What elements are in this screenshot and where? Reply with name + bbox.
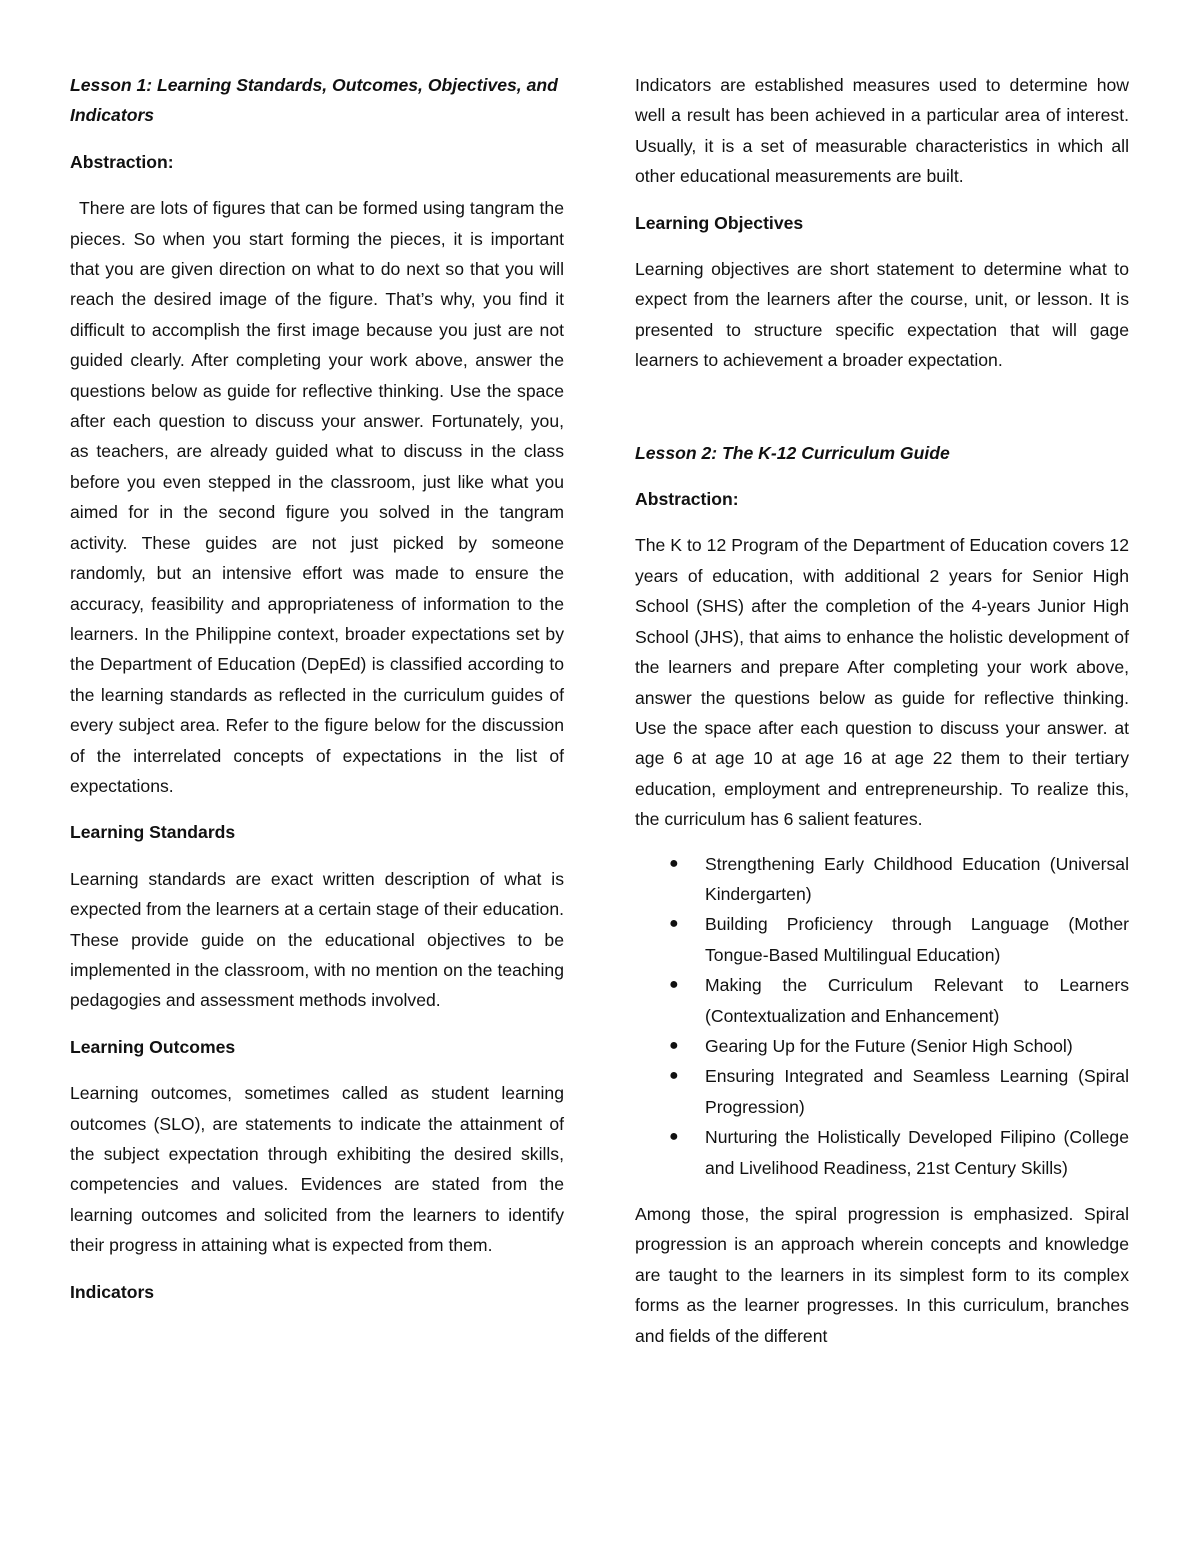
indicators-heading: Indicators	[70, 1281, 155, 1302]
list-item: ● Nurturing the Holistically Developed Filipino (College and Livelihood Readiness, 21st Century Skills)	[635, 1122, 1129, 1183]
abstraction-paragraph: There are lots of figures that can be formed using tangram the pieces. So when you start forming the pieces, it is important that you are given direction on what to do next so that you will reach the desired image of the figure. That’s why, you find it difficult to accomplish the first image because you just are not guided clearly. After completing your work above, answer the questions below as guide for reflective thinking. Use the space after each question to discuss your answer. Fortunately, you, as teachers, are already guided what to discuss in the class before you even stepped in the classroom, just like what you aimed for in the second figure you solved in the tangram activity. These guides are not just picked by someone randomly, but an intensive effort was made to ensure the accuracy, feasibility and appropriateness of information to the learners. In the Philippine context, broader expectations set by the Department of Education (DepEd) is classified according to the learning standards as reflected in the curriculum guides of every subject area. Refer to the figure below for the discussion of the interrelated concepts of expectations in the list of expectations.	[70, 198, 564, 796]
abstraction-heading: Abstraction:	[70, 151, 174, 172]
spiral-progression-paragraph: Among those, the spiral progression is emphasized. Spiral progression is an approach wherein concepts and knowledge are taught to the learners in its simplest form to its complex forms as the learner progresses. In this curriculum, branches and fields of the different	[635, 1204, 1129, 1346]
right-column	[635, 70, 1129, 1351]
bullet-icon: ●	[669, 854, 679, 872]
list-item: ● Strengthening Early Childhood Education (Universal Kindergarten)	[635, 849, 1129, 910]
lesson2-title: Lesson 2: The K-12 Curriculum Guide	[635, 442, 950, 463]
abstraction-heading-2: Abstraction:	[635, 489, 739, 510]
list-item: ● Building Proficiency through Language (Mother Tongue-Based Multilingual Education)	[635, 909, 1129, 970]
learning-outcomes-heading: Learning Outcomes	[70, 1036, 236, 1057]
learning-standards-paragraph: Learning standards are exact written description of what is expected from the learners at a certain stage of their education. These provide guide on the educational objectives to be implemented in the classroom, with no mention on the teaching pedagogies and assessment methods involved.	[70, 868, 564, 1011]
list-item: ● Making the Curriculum Relevant to Learners (Contextualization and Enhancement)	[635, 970, 1129, 1031]
indicators-paragraph: Indicators are established measures used to determine how well a result has been achieved in a particular area of interest. Usually, it is a set of measurable characteristics in which all other educational measurements are built.	[635, 75, 1129, 187]
salient-features-list	[635, 849, 1129, 1183]
list-item: ● Gearing Up for the Future (Senior High School)	[635, 1031, 1129, 1061]
learning-outcomes-paragraph: Learning outcomes, sometimes called as student learning outcomes (SLO), are statements to indicate the attainment of the subject expectation through exhibiting the desired skills, competencies and values. Evidences are stated from the learning outcomes and solicited from the learners to identify their progress in attaining what is expected from them.	[70, 1083, 564, 1256]
list-item: ● Ensuring Integrated and Seamless Learning (Spiral Progression)	[635, 1061, 1129, 1122]
learning-standards-heading: Learning Standards	[70, 822, 236, 843]
bullet-icon: ●	[669, 1128, 679, 1146]
bullet-icon: ●	[669, 915, 679, 933]
left-column	[70, 70, 564, 1307]
bullet-icon: ●	[669, 976, 679, 994]
learning-objectives-heading: Learning Objectives	[635, 212, 804, 233]
bullet-icon: ●	[669, 1036, 679, 1054]
learning-objectives-paragraph: Learning objectives are short statement to determine what to expect from the learners after the course, unit, or lesson. It is presented to structure specific expectation that will gage learners to achievement a broader expectation.	[635, 259, 1129, 371]
bullet-icon: ●	[669, 1067, 679, 1085]
k12-abstraction-paragraph: The K to 12 Program of the Department of Education covers 12 years of education, with additional 2 years for Senior High School (SHS) after the completion of the 4-years Junior High School (JHS), that aims to enhance the holistic development of the learners and prepare After completing your work above, answer the questions below as guide for reflective thinking. Use the space after each question to discuss your answer. at age 6 at age 10 at age 16 at age 22 them to their tertiary education, employment and entrepreneurship. To realize this, the curriculum has 6 salient features.	[635, 535, 1129, 830]
lesson1-title: Lesson 1: Learning Standards, Outcomes, Objectives, and Indicators	[70, 75, 558, 126]
